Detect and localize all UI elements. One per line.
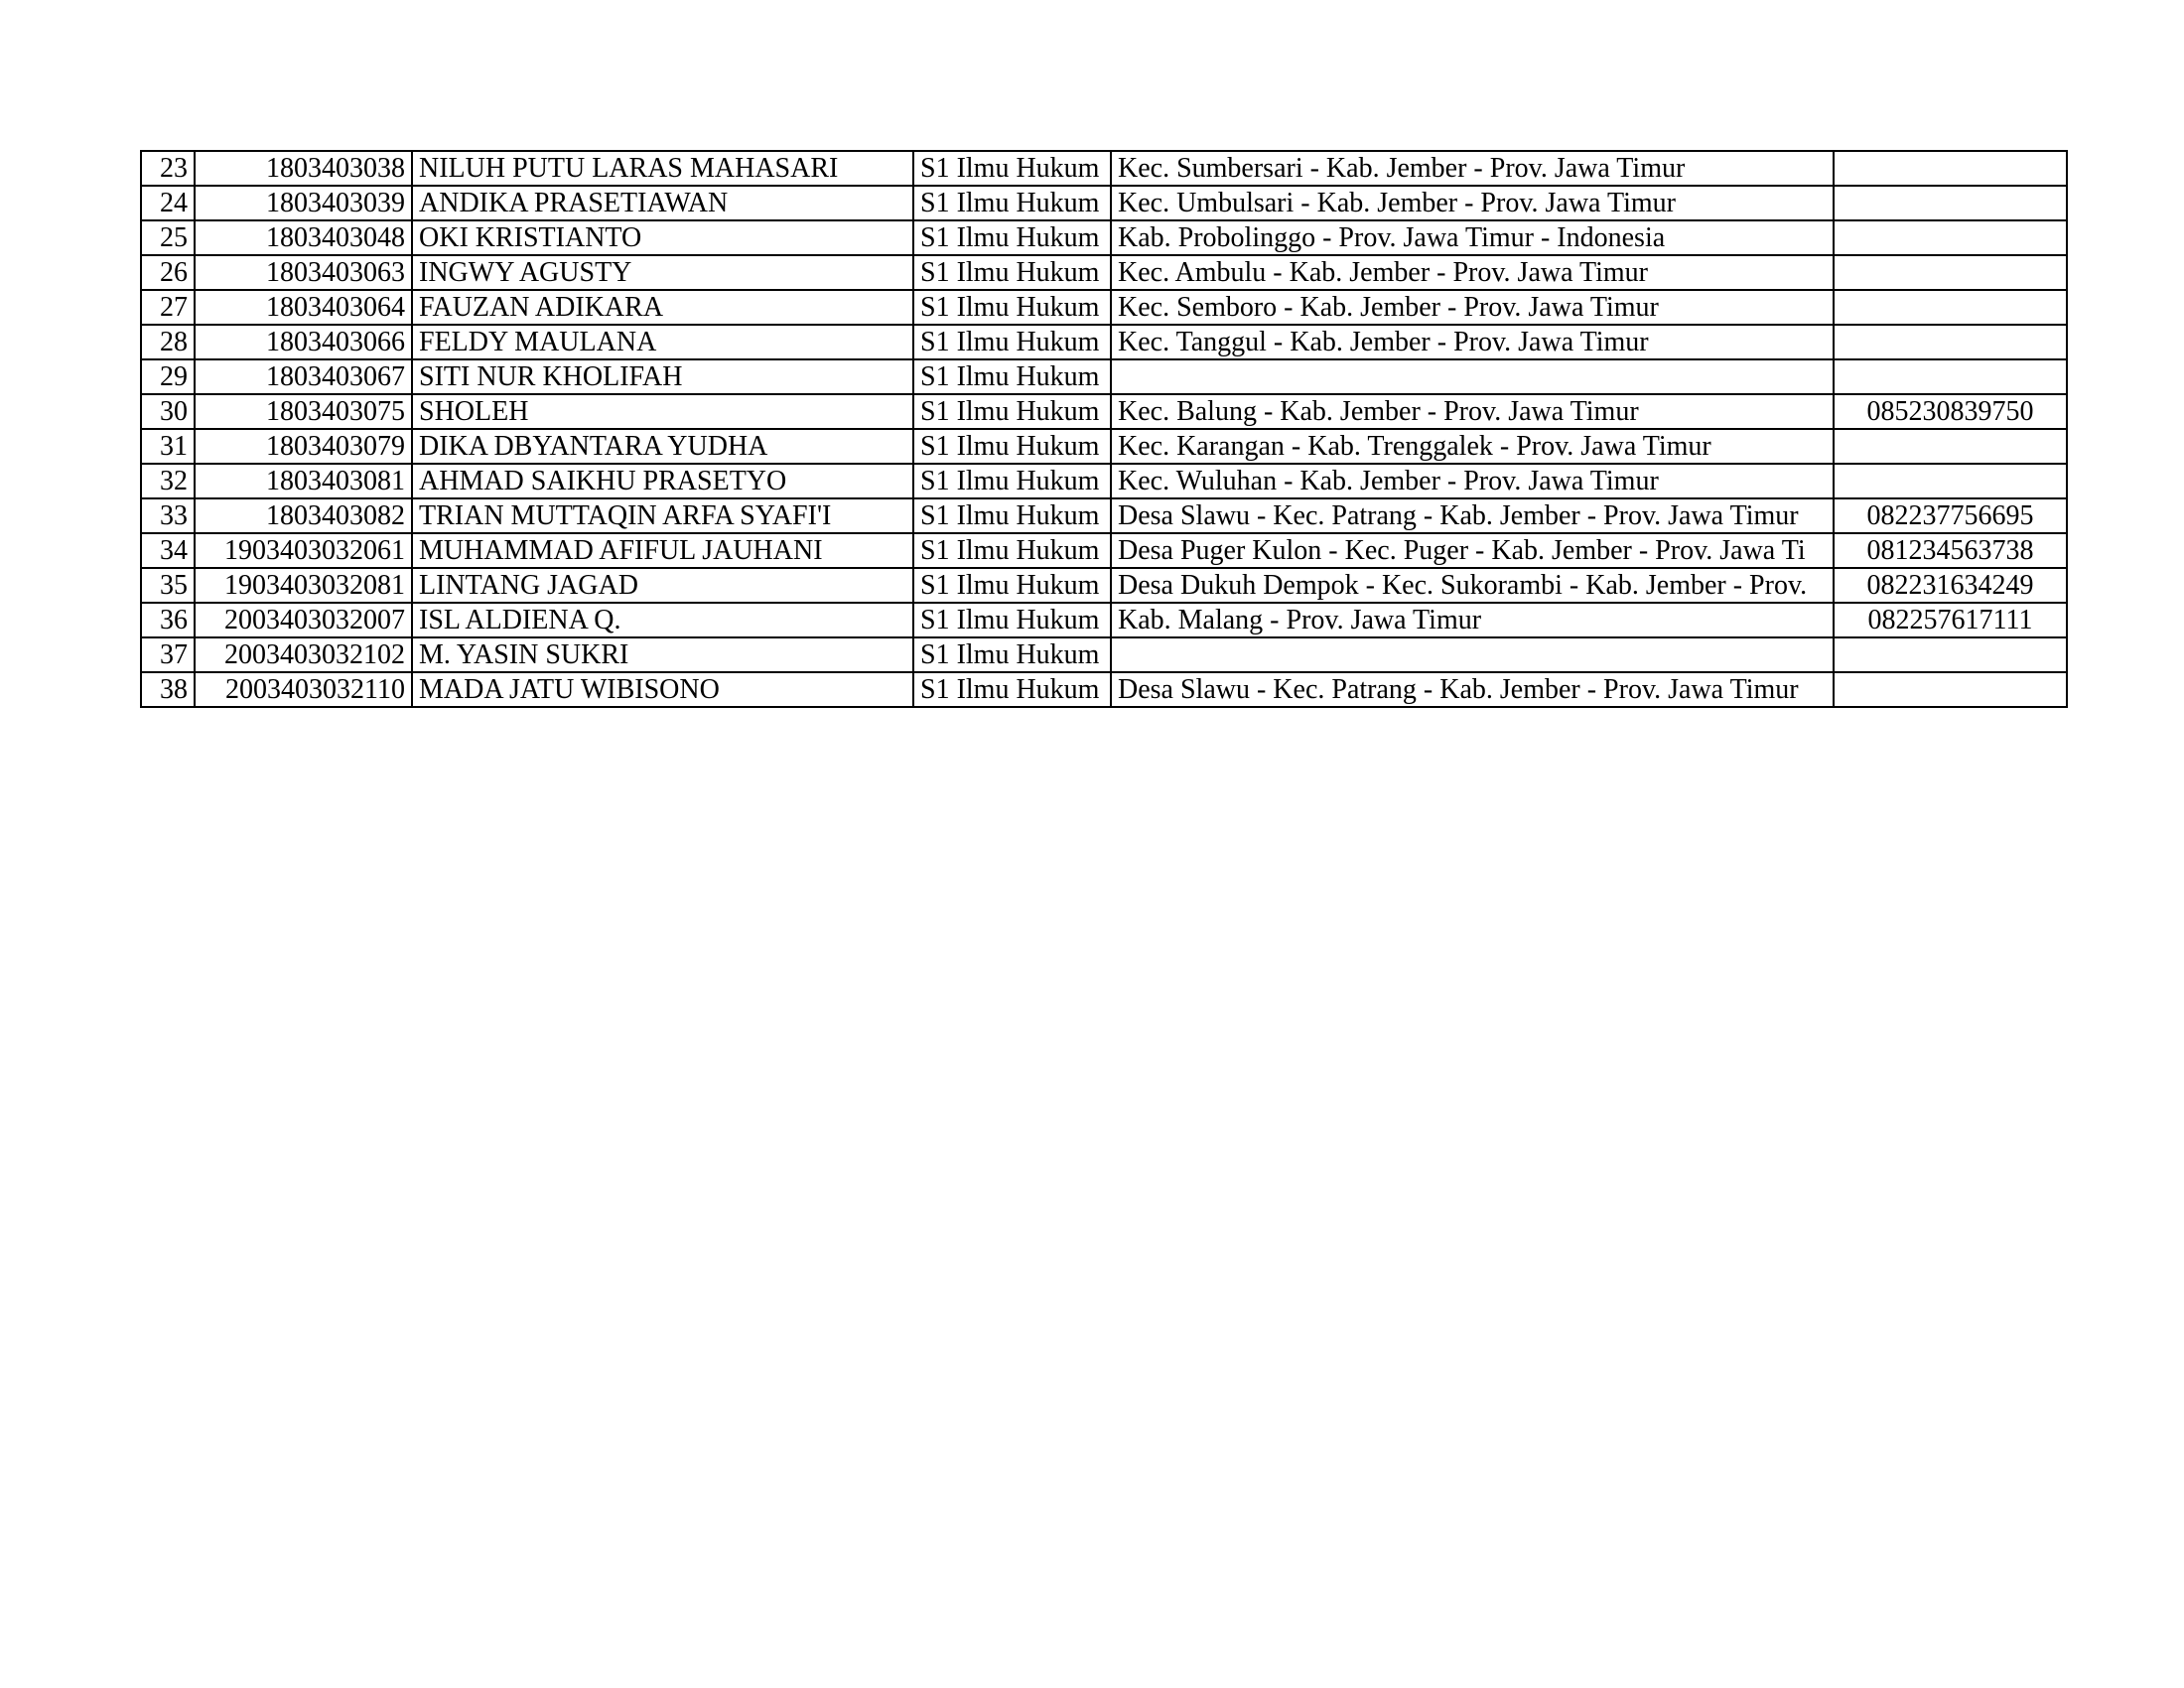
- study-program-cell: S1 Ilmu Hukum: [913, 151, 1111, 186]
- student-name-cell: M. YASIN SUKRI: [412, 637, 913, 672]
- row-number-cell: 34: [141, 533, 195, 568]
- table-row: [141, 325, 2067, 359]
- row-number-cell: 30: [141, 394, 195, 429]
- student-name-cell: INGWY AGUSTY: [412, 255, 913, 290]
- address-cell: Desa Puger Kulon - Kec. Puger - Kab. Jember - Prov. Jawa Ti: [1111, 533, 1834, 568]
- phone-cell: [1834, 429, 2067, 464]
- table-body: [141, 151, 2067, 707]
- study-program-cell: S1 Ilmu Hukum: [913, 637, 1111, 672]
- student-id-cell: 1803403081: [195, 464, 412, 498]
- address-cell: Kab. Probolinggo - Prov. Jawa Timur - Indonesia: [1111, 220, 1834, 255]
- phone-cell: 081234563738: [1834, 533, 2067, 568]
- student-name-cell: DIKA DBYANTARA YUDHA: [412, 429, 913, 464]
- student-id-cell: 1803403039: [195, 186, 412, 220]
- table-row: [141, 151, 2067, 186]
- row-number-cell: 31: [141, 429, 195, 464]
- student-id-cell: 1803403063: [195, 255, 412, 290]
- row-number-cell: 28: [141, 325, 195, 359]
- student-id-cell: 1803403082: [195, 498, 412, 533]
- phone-cell: [1834, 220, 2067, 255]
- student-name-cell: OKI KRISTIANTO: [412, 220, 913, 255]
- table-row: [141, 220, 2067, 255]
- address-cell: Desa Slawu - Kec. Patrang - Kab. Jember - Prov. Jawa Timur: [1111, 498, 1834, 533]
- row-number-cell: 24: [141, 186, 195, 220]
- student-name-cell: TRIAN MUTTAQIN ARFA SYAFI'I: [412, 498, 913, 533]
- student-name-cell: LINTANG JAGAD: [412, 568, 913, 603]
- study-program-cell: S1 Ilmu Hukum: [913, 533, 1111, 568]
- study-program-cell: S1 Ilmu Hukum: [913, 568, 1111, 603]
- table-row: [141, 533, 2067, 568]
- student-id-cell: 1803403064: [195, 290, 412, 325]
- address-cell: [1111, 637, 1834, 672]
- address-cell: Kec. Balung - Kab. Jember - Prov. Jawa Timur: [1111, 394, 1834, 429]
- phone-cell: [1834, 290, 2067, 325]
- table-row: [141, 498, 2067, 533]
- row-number-cell: 33: [141, 498, 195, 533]
- student-name-cell: MADA JATU WIBISONO: [412, 672, 913, 707]
- row-number-cell: 36: [141, 603, 195, 637]
- student-name-cell: SHOLEH: [412, 394, 913, 429]
- row-number-cell: 35: [141, 568, 195, 603]
- table-row: [141, 255, 2067, 290]
- student-name-cell: ANDIKA PRASETIAWAN: [412, 186, 913, 220]
- study-program-cell: S1 Ilmu Hukum: [913, 603, 1111, 637]
- study-program-cell: S1 Ilmu Hukum: [913, 186, 1111, 220]
- row-number-cell: 25: [141, 220, 195, 255]
- address-cell: Kec. Tanggul - Kab. Jember - Prov. Jawa Timur: [1111, 325, 1834, 359]
- address-cell: Desa Dukuh Dempok - Kec. Sukorambi - Kab. Jember - Prov.: [1111, 568, 1834, 603]
- student-name-cell: AHMAD SAIKHU PRASETYO: [412, 464, 913, 498]
- address-cell: Kec. Semboro - Kab. Jember - Prov. Jawa Timur: [1111, 290, 1834, 325]
- student-id-cell: 1803403079: [195, 429, 412, 464]
- study-program-cell: S1 Ilmu Hukum: [913, 464, 1111, 498]
- phone-cell: 082257617111: [1834, 603, 2067, 637]
- student-id-cell: 2003403032110: [195, 672, 412, 707]
- student-id-cell: 1903403032081: [195, 568, 412, 603]
- phone-cell: [1834, 637, 2067, 672]
- student-id-cell: 1903403032061: [195, 533, 412, 568]
- study-program-cell: S1 Ilmu Hukum: [913, 498, 1111, 533]
- student-name-cell: NILUH PUTU LARAS MAHASARI: [412, 151, 913, 186]
- study-program-cell: S1 Ilmu Hukum: [913, 672, 1111, 707]
- table-row: [141, 359, 2067, 394]
- table-row: [141, 429, 2067, 464]
- student-id-cell: 1803403067: [195, 359, 412, 394]
- address-cell: Desa Slawu - Kec. Patrang - Kab. Jember - Prov. Jawa Timur: [1111, 672, 1834, 707]
- phone-cell: [1834, 325, 2067, 359]
- address-cell: [1111, 359, 1834, 394]
- study-program-cell: S1 Ilmu Hukum: [913, 220, 1111, 255]
- student-id-cell: 1803403075: [195, 394, 412, 429]
- table-row: [141, 568, 2067, 603]
- table-row: [141, 464, 2067, 498]
- student-name-cell: ISL ALDIENA Q.: [412, 603, 913, 637]
- row-number-cell: 32: [141, 464, 195, 498]
- student-id-cell: 2003403032007: [195, 603, 412, 637]
- address-cell: Kec. Sumbersari - Kab. Jember - Prov. Jawa Timur: [1111, 151, 1834, 186]
- student-name-cell: MUHAMMAD AFIFUL JAUHANI: [412, 533, 913, 568]
- study-program-cell: S1 Ilmu Hukum: [913, 394, 1111, 429]
- row-number-cell: 29: [141, 359, 195, 394]
- table-row: [141, 637, 2067, 672]
- phone-cell: 082237756695: [1834, 498, 2067, 533]
- phone-cell: [1834, 186, 2067, 220]
- address-cell: Kec. Umbulsari - Kab. Jember - Prov. Jawa Timur: [1111, 186, 1834, 220]
- row-number-cell: 37: [141, 637, 195, 672]
- study-program-cell: S1 Ilmu Hukum: [913, 429, 1111, 464]
- table-row: [141, 672, 2067, 707]
- row-number-cell: 27: [141, 290, 195, 325]
- phone-cell: 085230839750: [1834, 394, 2067, 429]
- study-program-cell: S1 Ilmu Hukum: [913, 359, 1111, 394]
- student-name-cell: FAUZAN ADIKARA: [412, 290, 913, 325]
- row-number-cell: 23: [141, 151, 195, 186]
- student-id-cell: 1803403038: [195, 151, 412, 186]
- table-row: [141, 186, 2067, 220]
- student-name-cell: SITI NUR KHOLIFAH: [412, 359, 913, 394]
- student-table: [140, 150, 2068, 708]
- row-number-cell: 38: [141, 672, 195, 707]
- phone-cell: [1834, 255, 2067, 290]
- row-number-cell: 26: [141, 255, 195, 290]
- table-row: [141, 290, 2067, 325]
- student-id-cell: 1803403066: [195, 325, 412, 359]
- address-cell: Kec. Ambulu - Kab. Jember - Prov. Jawa Timur: [1111, 255, 1834, 290]
- study-program-cell: S1 Ilmu Hukum: [913, 325, 1111, 359]
- address-cell: Kec. Wuluhan - Kab. Jember - Prov. Jawa Timur: [1111, 464, 1834, 498]
- table-row: [141, 603, 2067, 637]
- study-program-cell: S1 Ilmu Hukum: [913, 290, 1111, 325]
- study-program-cell: S1 Ilmu Hukum: [913, 255, 1111, 290]
- student-id-cell: 2003403032102: [195, 637, 412, 672]
- table-row: [141, 394, 2067, 429]
- phone-cell: [1834, 464, 2067, 498]
- student-id-cell: 1803403048: [195, 220, 412, 255]
- address-cell: Kab. Malang - Prov. Jawa Timur: [1111, 603, 1834, 637]
- address-cell: Kec. Karangan - Kab. Trenggalek - Prov. Jawa Timur: [1111, 429, 1834, 464]
- phone-cell: [1834, 359, 2067, 394]
- phone-cell: [1834, 151, 2067, 186]
- student-name-cell: FELDY MAULANA: [412, 325, 913, 359]
- phone-cell: 082231634249: [1834, 568, 2067, 603]
- phone-cell: [1834, 672, 2067, 707]
